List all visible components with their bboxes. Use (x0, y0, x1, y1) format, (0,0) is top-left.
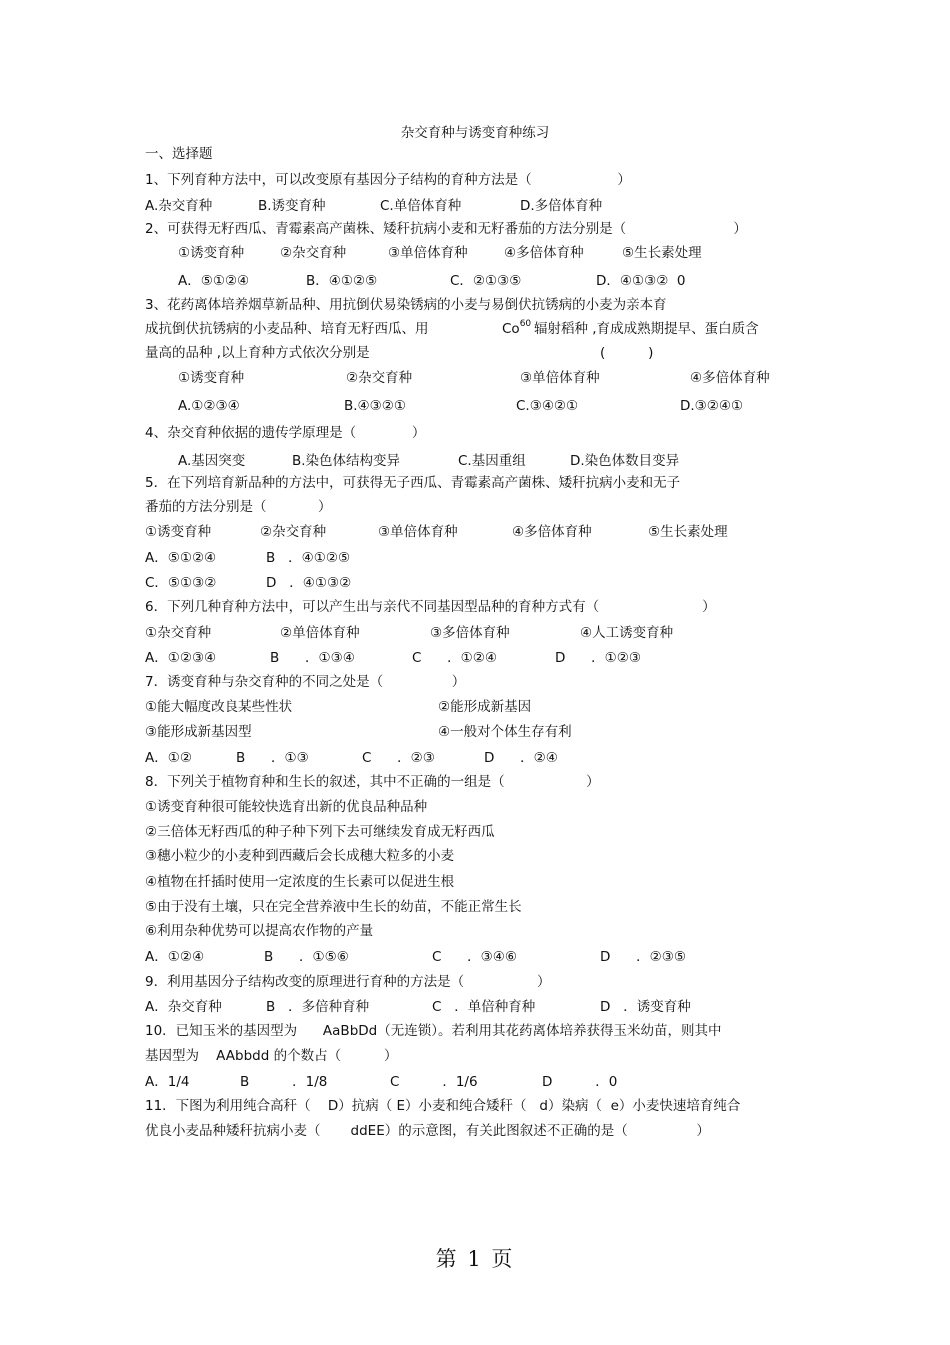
question-2-method-2: ②杂交育种 (280, 245, 347, 261)
question-6-method-3: ③多倍体育种 (430, 625, 510, 641)
question-7-option-d: D ．②④ (484, 750, 558, 766)
question-7-statement-3: ③能形成新基因型 (145, 724, 252, 740)
question-8-stem: 8．下列关于植物育种和生长的叙述，其中不正确的一组是（ ） (145, 774, 600, 790)
question-5-method-4: ④多倍体育种 (512, 524, 592, 540)
question-3-line-3: 量高的品种 ,以上育种方式依次分别是 (145, 345, 370, 361)
question-4-option-c: C.基因重组 (458, 453, 526, 469)
question-9-stem: 9．利用基因分子结构改变的原理进行育种的方法是（ ） (145, 974, 551, 990)
question-5-option-c: C．⑤①③② (145, 575, 217, 591)
question-2-method-3: ③单倍体育种 (388, 245, 468, 261)
question-10-option-b: B ．1/8 (240, 1074, 328, 1090)
question-7-option-a: A．①② (145, 750, 192, 766)
question-1-option-c: C.单倍体育种 (380, 198, 462, 214)
question-5-option-b: B ．④①②⑤ (266, 550, 351, 566)
question-6-option-a: A．①②③④ (145, 650, 217, 666)
question-7-statement-2: ②能形成新基因 (438, 699, 532, 715)
question-7-option-b: B ．①③ (236, 750, 309, 766)
question-9-option-b: B ．多倍种育种 (266, 999, 370, 1015)
question-10-option-d: D ．0 (542, 1074, 618, 1090)
question-5-method-1: ①诱变育种 (145, 524, 212, 540)
question-7-statement-4: ④一般对个体生存有利 (438, 724, 572, 740)
section-heading: 一、选择题 (145, 146, 213, 162)
question-3-option-a: A.①②③④ (178, 398, 240, 414)
question-3-method-1: ①诱变育种 (178, 370, 245, 386)
question-8-statement-2: ②三倍体无籽西瓜的种子种下列下去可继续发育成无籽西瓜 (145, 824, 495, 840)
question-1-option-d: D.多倍体育种 (520, 198, 603, 214)
question-11-line-2: 优良小麦品种矮秆抗病小麦（ ddEE）的示意图，有关此图叙述不正确的是（ ） (145, 1123, 710, 1139)
question-5-line-2: 番茄的方法分别是（ ） (145, 499, 332, 515)
question-8-statement-4: ④植物在扦插时使用一定浓度的生长素可以促进生根 (145, 874, 455, 890)
question-4-stem: 4、杂交育种依据的遗传学原理是（ ） (145, 425, 426, 441)
question-7-stem: 7．诱变育种与杂交育种的不同之处是（ ） (145, 674, 466, 690)
question-1-option-b: B.诱变育种 (258, 198, 326, 214)
question-8-option-c: C ．③④⑥ (432, 949, 517, 965)
question-11-line-1: 11．下图为利用纯合高秆（ D）抗病（ E）小麦和纯合矮秆（ d）染病（ e）小麦快速培育纯合 (145, 1098, 741, 1114)
question-4-option-a: A.基因突变 (178, 453, 246, 469)
question-5-option-d: D ．④①③② (266, 575, 352, 591)
document-title: 杂交育种与诱变育种练习 (400, 125, 550, 141)
question-5-method-5: ⑤生长素处理 (648, 524, 728, 540)
question-10-option-a: A．1/4 (145, 1074, 190, 1090)
question-3-option-b: B.④③②① (344, 398, 406, 414)
question-3-line-2b: 辐射稻种 ,育成成熟期提早、蛋白质含 (534, 321, 759, 337)
question-6-method-1: ①杂交育种 (145, 625, 212, 641)
question-8-statement-6: ⑥利用杂种优势可以提高农作物的产量 (145, 923, 374, 939)
question-3-method-2: ②杂交育种 (346, 370, 413, 386)
question-2-method-5: ⑤生长素处理 (622, 245, 702, 261)
question-3-option-d: D.③②④① (680, 398, 744, 414)
question-6-option-b: B ．①③④ (270, 650, 355, 666)
question-4-option-d: D.染色体数目变异 (570, 453, 680, 469)
question-3-method-3: ③单倍体育种 (520, 370, 600, 386)
question-2-option-c: C．②①③⑤ (450, 273, 522, 289)
question-1-option-a: A.杂交育种 (145, 198, 213, 214)
question-2-option-d: D．④①③② 0 (596, 273, 686, 289)
question-8-statement-3: ③穗小粒少的小麦种到西藏后会长成穗大粒多的小麦 (145, 848, 455, 864)
question-2-option-b: B．④①②⑤ (306, 273, 378, 289)
question-2-method-1: ①诱变育种 (178, 245, 245, 261)
question-5-option-a: A．⑤①②④ (145, 550, 217, 566)
question-7-option-c: C ．②③ (362, 750, 435, 766)
question-4-option-b: B.染色体结构变异 (292, 453, 401, 469)
question-10-option-c: C ．1/6 (390, 1074, 478, 1090)
question-7-statement-1: ①能大幅度改良某些性状 (145, 699, 293, 715)
question-2-method-4: ④多倍体育种 (504, 245, 584, 261)
question-9-option-a: A．杂交育种 (145, 999, 222, 1015)
question-2-stem: 2、可获得无籽西瓜、青霉素高产菌株、矮秆抗病小麦和无籽番茄的方法分别是（ ） (145, 221, 747, 237)
question-3-line-1: 3、花药离体培养烟草新品种、用抗倒伏易染锈病的小麦与易倒伏抗锈病的小麦为亲本育 (145, 297, 667, 313)
question-8-option-a: A．①②④ (145, 949, 205, 965)
question-10-line-1: 10．已知玉米的基因型为 AaBbDd（无连锁）。若利用其花药离体培养获得玉米幼苗，则其中 (145, 1023, 722, 1039)
question-9-option-d: D ．诱变育种 (600, 999, 691, 1015)
question-3-line-2a: 成抗倒伏抗锈病的小麦品种、培育无籽西瓜、用 (145, 321, 429, 337)
question-3-method-4: ④多倍体育种 (690, 370, 770, 386)
question-5-line-1: 5．在下列培育新品种的方法中，可获得无子西瓜、青霉素高产菌株、矮秆抗病小麦和无子 (145, 475, 681, 491)
question-3-option-c: C.③④②① (516, 398, 579, 414)
question-6-method-2: ②单倍体育种 (280, 625, 360, 641)
cobalt-symbol: Co$^{60}$ (502, 319, 532, 337)
question-8-statement-5: ⑤由于没有土壤，只在完全营养液中生长的幼苗，不能正常生长 (145, 899, 522, 915)
question-8-option-d: D ．②③⑤ (600, 949, 686, 965)
question-6-option-c: C ．①②④ (412, 650, 497, 666)
question-5-method-2: ②杂交育种 (260, 524, 327, 540)
page-number: 第 1 页 (435, 1247, 515, 1271)
question-6-option-d: D ．①②③ (555, 650, 641, 666)
question-1-stem: 1、下列育种方法中，可以改变原有基因分子结构的育种方法是（ ） (145, 172, 631, 188)
question-8-statement-1: ①诱变育种很可能较快选育出新的优良品种品种 (145, 799, 428, 815)
question-3-answer-blank: ( ) (600, 345, 654, 361)
question-5-method-3: ③单倍体育种 (378, 524, 458, 540)
question-8-option-b: B ．①⑤⑥ (264, 949, 349, 965)
question-10-line-2: 基因型为 AAbbdd 的个数占（ ） (145, 1048, 398, 1064)
question-6-stem: 6．下列几种育种方法中，可以产生出与亲代不同基因型品种的育种方式有（ ） (145, 599, 716, 615)
question-6-method-4: ④人工诱变育种 (580, 625, 674, 641)
question-9-option-c: C ．单倍种育种 (432, 999, 536, 1015)
question-2-option-a: A．⑤①②④ (178, 273, 250, 289)
